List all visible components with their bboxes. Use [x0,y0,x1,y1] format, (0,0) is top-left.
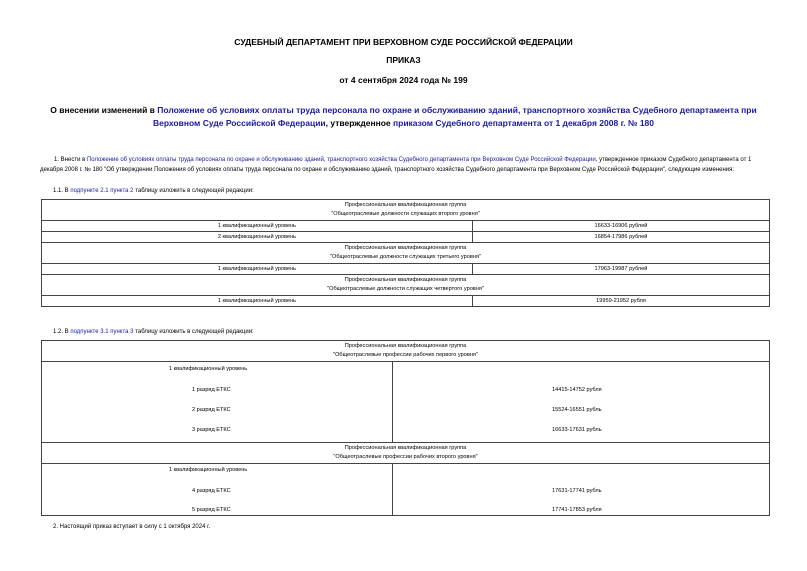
table-row [42,200,770,221]
title-prefix: О внесении изменений в [50,105,158,115]
table-row [42,341,770,362]
grade-label: 4 разряд ЕТКС [192,488,231,494]
table-row [42,464,770,516]
amounts-cell [393,464,770,516]
para11-link[interactable]: подпункте 2.1 пункта 2 [70,188,134,194]
table-row [42,443,770,464]
para1-prefix: 1. Внести в [54,157,87,163]
table-row [42,232,770,243]
amounts-cell [393,362,770,443]
group-header [42,443,770,464]
salary-amount: 17631-17741 рубль [552,488,602,494]
table-row [42,296,770,307]
date-number-heading: от 4 сентября 2024 года № 199 [339,75,468,85]
para12-prefix: 1.2. В [53,329,71,335]
table-row [42,221,770,232]
salary-amount: 17741-17853 рубля [552,507,602,513]
group-title: Профессиональная квалификационная группа [344,445,467,451]
group-title: Профессиональная квалификационная группа [344,245,467,251]
title-link-regulation[interactable]: Положение об условиях оплаты труда персонала по охране и обслуживанию зданий, транспортного хозяйства Судебного департамента при Верховном Суде Российской Федерации [152,105,757,128]
qualification-level: 2 квалификационный уровень [42,232,473,243]
para12-link[interactable]: подпункте 3.1 пункта 3 [70,329,134,335]
qualification-level: 1 квалификационный уровень [42,221,473,232]
table-row [42,243,770,264]
grades-cell [42,464,393,516]
qualification-level: 1 квалификационный уровень [169,467,248,473]
group-header [42,200,770,221]
salary-table-employees [41,199,770,307]
qualification-level: 1 квалификационный уровень [42,296,473,307]
salary-amount: 16854-17986 рублей [473,232,770,243]
grade-label: 1 разряд ЕТКС [192,387,231,393]
salary-amount: 17963-19987 рублей [473,264,770,275]
group-header [42,341,770,362]
grade-label: 5 разряд ЕТКС [192,507,231,513]
table-row [42,264,770,275]
salary-table-workers [41,340,770,516]
paragraph-2: 2. Настоящий приказ вступает в силу с 1 октября 2024 г. [53,524,211,530]
salary-amount: 16633-16906 рублей [473,221,770,232]
group-name: "Общеотраслевые должности служащих четвертого уровня" [327,286,484,292]
document-title [30,104,777,130]
grade-label: 3 разряд ЕТКС [192,427,231,433]
paragraph-1-2 [53,327,254,337]
para12-suffix: таблицу изложить в следующей редакции: [133,329,254,335]
para1-link[interactable]: Положение об условиях оплаты труда персонала по охране и обслуживанию зданий, транспортного хозяйства Судебного департамента при Верховном Суде Российской Федерации [86,157,596,163]
qualification-level: 1 квалификационный уровень [42,264,473,275]
title-link-order[interactable]: приказом Судебного департамента от 1 декабря 2008 г. № 180 [393,118,655,128]
group-name: "Общеотраслевые должности служащих второго уровня" [331,211,480,217]
group-name: "Общеотраслевые должности служащих третьего уровня" [330,254,481,260]
title-middle: , утвержденное [325,118,393,128]
group-title: Профессиональная квалификационная группа [344,202,467,208]
group-title: Профессиональная квалификационная группа [344,343,467,349]
group-name: "Общеотраслевые профессии рабочих второго уровня" [333,454,478,460]
paragraph-1 [40,155,770,175]
qualification-level: 1 квалификационный уровень [169,366,248,372]
group-header [42,243,770,264]
grade-label: 2 разряд ЕТКС [192,407,231,413]
salary-amount: 19959-21952 рубля [473,296,770,307]
salary-amount: 15524-16551 рубль [552,407,602,413]
table-row [42,362,770,443]
group-name: "Общеотраслевые профессии рабочих первого уровня" [333,352,478,358]
paragraph-1-1 [53,186,254,196]
grades-cell [42,362,393,443]
para1-suffix: , утвержденное приказом Судебного департамента от 1 декабря 2008 г. № 180 "Об утверждении Положения об условиях оплаты труда персонала по охране и обслуживанию зданий, транспортного хозяйства Судебного департамента при Верховном Суде Российской Федерации", следующие изменения: [40,157,752,173]
group-title: Профессиональная квалификационная группа [344,277,467,283]
para11-suffix: таблицу изложить в следующей редакции: [133,188,254,194]
salary-amount: 14415-14752 рубля [552,387,602,393]
org-heading: СУДЕБНЫЙ ДЕПАРТАМЕНТ ПРИ ВЕРХОВНОМ СУДЕ РОССИЙСКОЙ ФЕДЕРАЦИИ [234,37,573,47]
para11-prefix: 1.1. В [53,188,71,194]
table-row [42,275,770,296]
doc-type-heading: ПРИКАЗ [386,55,421,65]
salary-amount: 16633-17631 рубль [552,427,602,433]
group-header [42,275,770,296]
